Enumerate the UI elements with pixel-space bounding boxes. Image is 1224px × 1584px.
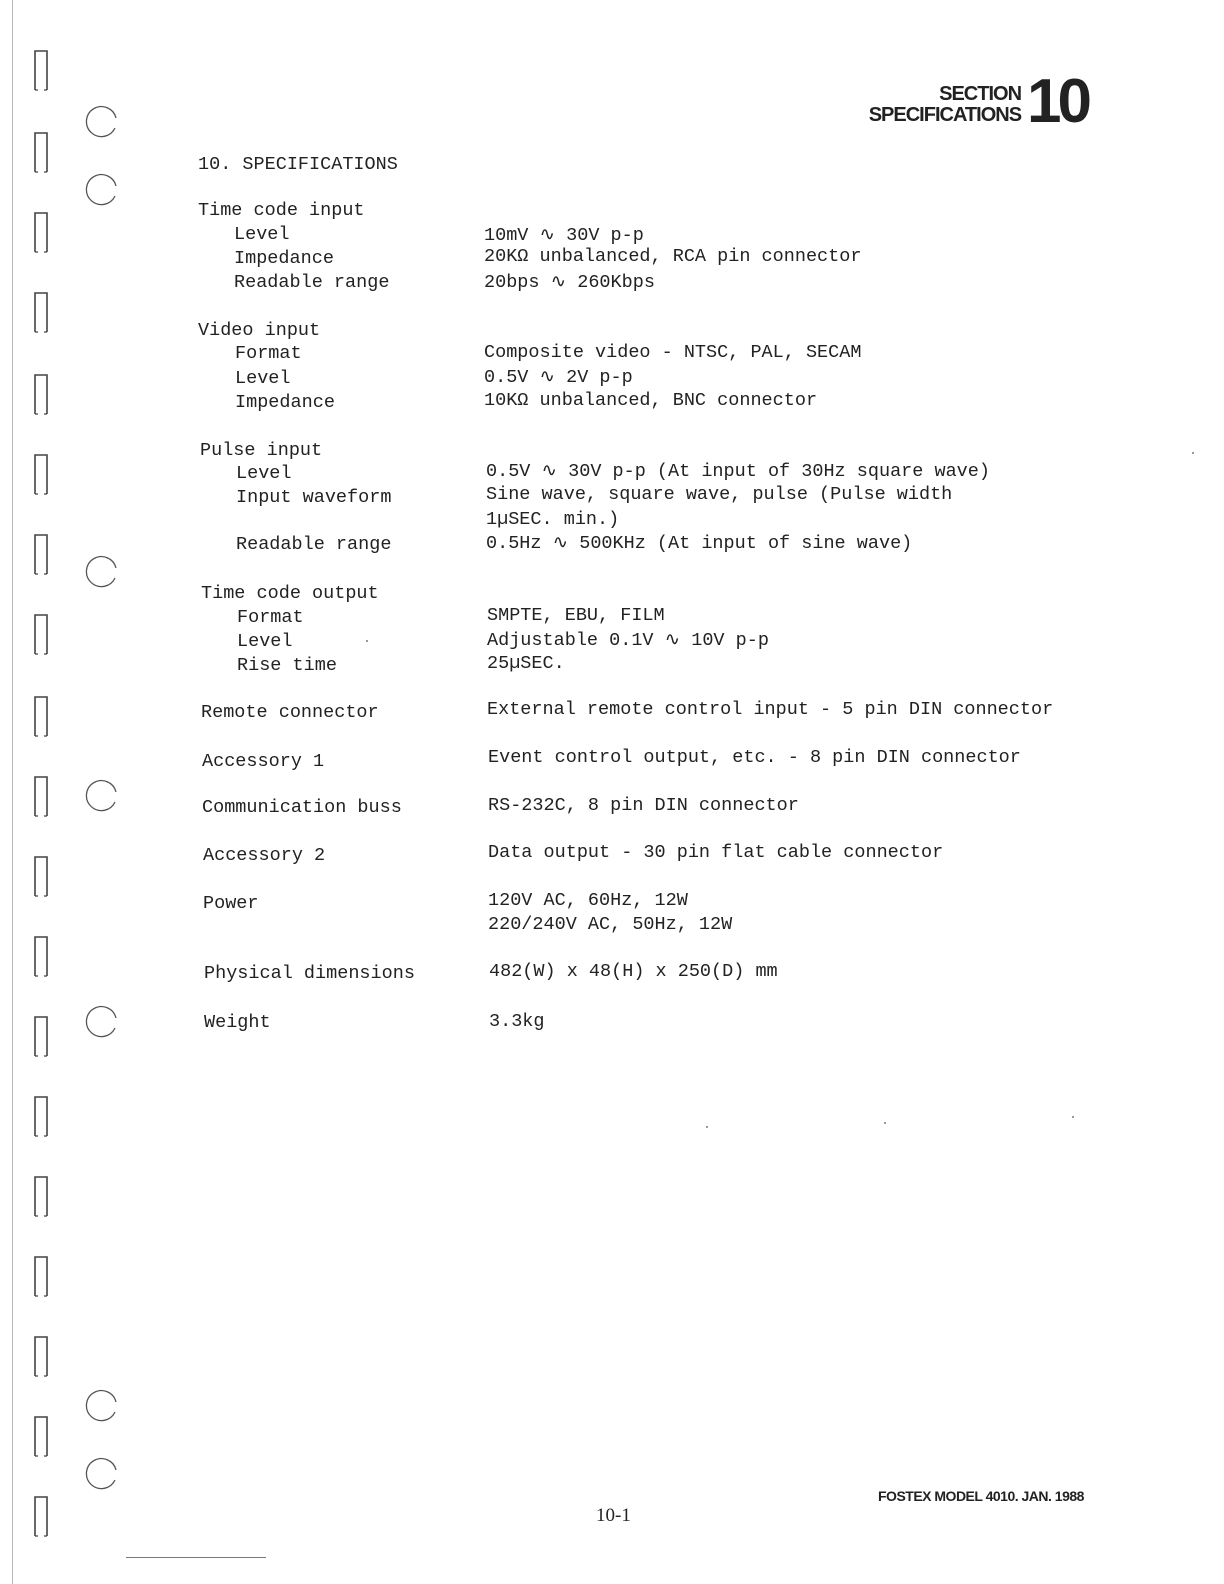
binder-bracket [32, 1254, 50, 1298]
punch-hole [85, 1388, 119, 1422]
spec-heading: Time code output [201, 583, 379, 604]
spec-value: Sine wave, square wave, pulse (Pulse width [486, 484, 953, 505]
binder-bracket [32, 130, 50, 174]
section-header [868, 67, 1088, 136]
spec-label: Accessory 1 [202, 751, 325, 772]
binder-bracket [32, 532, 50, 576]
footer-model-date: FOSTEX MODEL 4010. JAN. 1988 [878, 1488, 1084, 1504]
binder-bracket [32, 1334, 50, 1378]
spec-label: Impedance [235, 392, 335, 413]
spec-label: Weight [204, 1012, 271, 1033]
punch-hole [85, 104, 119, 138]
spec-value: 25µSEC. [487, 653, 565, 674]
punch-hole [85, 554, 119, 588]
spec-value: RS-232C, 8 pin DIN connector [488, 795, 799, 816]
binder-bracket [32, 372, 50, 416]
binder-bracket [32, 1174, 50, 1218]
spec-label: Format [237, 607, 304, 628]
spec-label: Level [234, 224, 290, 245]
spec-label: Accessory 2 [203, 845, 326, 866]
spec-label: Format [235, 343, 302, 364]
punch-hole [85, 172, 119, 206]
binder-bracket [32, 774, 50, 818]
spec-value: External remote control input - 5 pin DIN connector [487, 699, 1054, 720]
binder-bracket [32, 854, 50, 898]
scan-speck [366, 640, 368, 642]
binder-bracket [32, 694, 50, 738]
spec-label: Rise time [237, 655, 337, 676]
spec-value: Event control output, etc. - 8 pin DIN connector [488, 747, 1021, 768]
spec-label: Readable range [234, 272, 390, 293]
spec-value: Data output - 30 pin flat cable connector [488, 842, 944, 863]
binding-edge [12, 0, 13, 1584]
section-title: SPECIFICATIONS [868, 104, 1022, 126]
spec-label: Physical dimensions [204, 963, 415, 984]
binder-bracket [32, 48, 50, 92]
spec-value: 0.5V ∿ 30V p-p (At input of 30Hz square wave) [486, 461, 990, 482]
spec-value: Composite video - NTSC, PAL, SECAM [484, 342, 862, 363]
scan-speck [884, 1122, 886, 1124]
spec-value: 10mV ∿ 30V p-p [484, 225, 644, 246]
spec-label: Impedance [234, 248, 334, 269]
spec-value: 0.5V ∿ 2V p-p [484, 367, 633, 388]
scan-speck [1192, 452, 1194, 454]
binder-bracket [32, 210, 50, 254]
binder-bracket [32, 612, 50, 656]
spec-heading: Time code input [198, 200, 365, 221]
spec-label: Level [237, 631, 293, 652]
spec-value: Adjustable 0.1V ∿ 10V p-p [487, 630, 769, 651]
section-label: SECTION [939, 83, 1022, 105]
punch-hole [85, 1456, 119, 1490]
binder-bracket [32, 1094, 50, 1138]
spec-label: Power [203, 893, 259, 914]
spec-value: 0.5Hz ∿ 500KHz (At input of sine wave) [486, 533, 913, 554]
spec-value: 1µSEC. min.) [486, 509, 620, 530]
spec-heading: Pulse input [200, 440, 323, 461]
spec-value: 220/240V AC, 50Hz, 12W [488, 914, 733, 935]
scan-speck [1072, 1116, 1074, 1118]
spec-label: Readable range [236, 534, 392, 555]
binder-bracket [32, 1014, 50, 1058]
binder-bracket [32, 1414, 50, 1458]
spec-value: 20KΩ unbalanced, RCA pin connector [484, 246, 862, 267]
spec-value: 10KΩ unbalanced, BNC connector [484, 390, 818, 411]
page-number: 10-1 [596, 1505, 631, 1526]
doc-title: 10. SPECIFICATIONS [198, 154, 398, 175]
spec-value: 120V AC, 60Hz, 12W [488, 890, 688, 911]
spec-label: Level [236, 463, 292, 484]
spec-label: Input waveform [236, 487, 392, 508]
section-number: 10 [1027, 67, 1088, 136]
scan-speck [706, 1126, 708, 1128]
binder-bracket [32, 452, 50, 496]
spec-label: Remote connector [201, 702, 379, 723]
punch-hole [85, 1004, 119, 1038]
punch-hole [85, 778, 119, 812]
binder-bracket [32, 1494, 50, 1538]
spec-label: Level [235, 368, 291, 389]
scan-edge-line [126, 1557, 266, 1558]
binder-bracket [32, 290, 50, 334]
spec-value: SMPTE, EBU, FILM [487, 605, 665, 626]
spec-value: 20bps ∿ 260Kbps [484, 272, 655, 293]
spec-value: 482(W) x 48(H) x 250(D) mm [489, 961, 778, 982]
binder-bracket [32, 934, 50, 978]
spec-label: Communication buss [202, 797, 402, 818]
spec-heading: Video input [198, 320, 321, 341]
spec-value: 3.3kg [489, 1011, 545, 1032]
